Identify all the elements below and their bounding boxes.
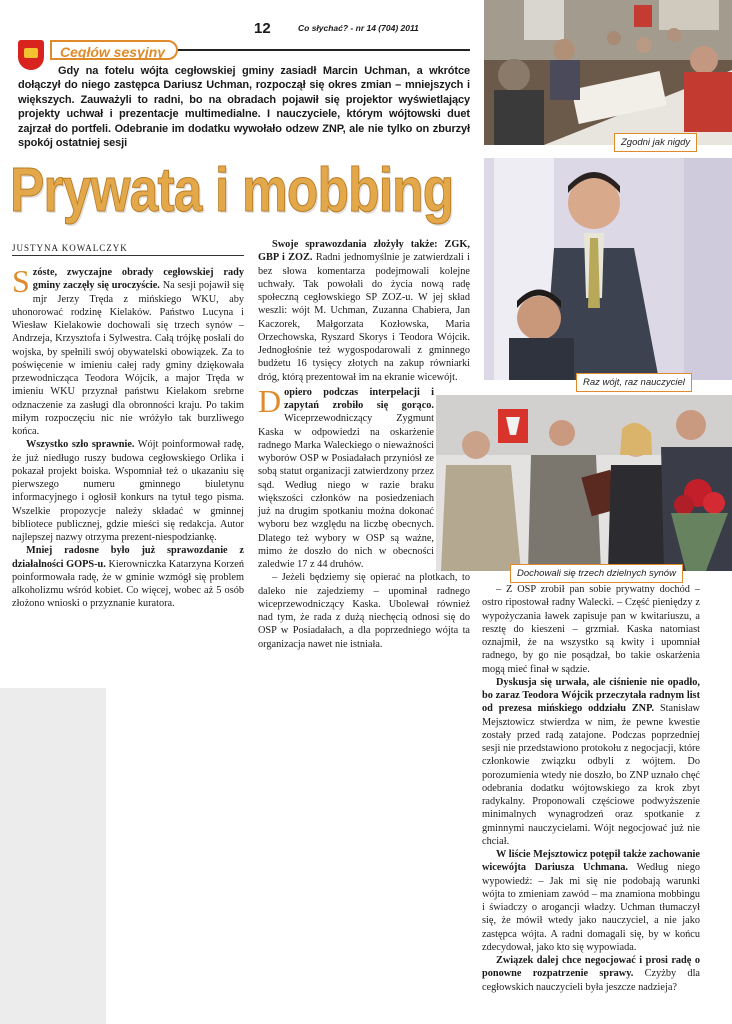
column-2 <box>258 238 470 651</box>
body-text: Na sesji pojawił się mjr Jerzy Tręda z mińskiego WKU, aby uhonorować rodzinę Kielaków. Państwo Lucyna i Wiesław Kielakowie dochowali się trzech synów – Andrzeja, Krzysztofa i Sylwestra. Całą trójkę posłali do wojska, by spełnili swój obywatelski obowiązek. Za to poświęcenie w imieniu całej rady gminy dziękowała przewodnicząca Teodora Wójcik, a major Tręda w imieniu WKU przyznał państwu Kielakom srebrne odznaczenie za zasługi dla obronności kraju. Po takim miłym rozpoczęciu nic nie wróżyło tak burzliwego końca. <box>12 280 244 437</box>
paragraph <box>482 676 700 848</box>
drop-cap: D <box>258 382 282 419</box>
drop-cap: S <box>12 263 30 299</box>
paragraph <box>258 238 470 384</box>
byline: JUSTYNA KOWALCZYK <box>12 243 128 253</box>
section-rubric: Cegłów sesyjny <box>50 40 178 60</box>
page-number: 12 <box>254 20 271 37</box>
kielak-family-image <box>436 395 732 571</box>
column-1 <box>12 263 244 611</box>
body-text: Wójt poinformował radę, że już niedługo ruszy budowa cegłowskiego Orlika i pokazał projekt boiska. Wspomniał też o ukazaniu się pierwszego numeru gminnego biuletynu informacyjnego i ogłosił konkurs na tytuł tego pisma. Wszelkie propozycje należy składać w gminnej bibliotece publicznej, gdzie mieści się redakcja. Autor najlepszej nazwy otrzyma prezent-niespodziankę. <box>12 439 244 543</box>
body-text: – Jeżeli będziemy się opierać na plotkach, to daleko nie zajedziemy – upominał radnego wiceprzewodniczący Kaska. Ubolewał również nad tym, że rada z dużą niechęcią odnosi się do OSP w Posiadałach, a dla poprzedniego wójta ta organizacja nawet nie istniała. <box>258 572 470 650</box>
photo-council-session <box>484 0 732 145</box>
paragraph <box>482 583 700 676</box>
paragraph <box>482 954 700 994</box>
rubric-divider <box>178 49 470 51</box>
caption-photo2: Raz wójt, raz nauczyciel <box>576 373 692 392</box>
blank-scan-area <box>0 688 106 1024</box>
caption-photo1: Zgodni jak nigdy <box>614 133 697 152</box>
council-session-image <box>484 0 732 145</box>
body-text: Wiceprzewodniczący Zygmunt Kaska w odpowiedzi na oskarżenie radnego Marka Waleckiego o nieważności wyborów OSP w Posiadałach przyniósł ze sobą statut organizacji zatwierdzony przez sąd. Według niego w razie braku większości członków na posiedzeniach już na drugim spotkaniu można dokonać wyboru bez względu na liczbę obecnych. Dlatego też wybory w OSP są ważne, mimo że doszło do nich w obecności zaledwie 17 z 44 druhów. <box>258 413 434 570</box>
body-text: – Z OSP zrobił pan sobie prywatny dochód – ostro ripostował radny Walecki. – Część pieniędzy z wypożyczania ławek zapisuje pan w kwitariuszu, a resztę do kieszeni – grzmiał. Kaska natomiast oznajmił, że na wszystko są kwity i upomniał radnego, by go nie posądzał, bo takie oskarżenia mogą mieć finał w sądzie. <box>482 584 700 675</box>
headline: Prywata i mobbing <box>10 156 454 225</box>
paragraph <box>482 848 700 954</box>
lead-in: Dyskusja się urwała, ale ciśnienie nie opadło, bo zaraz Teodora Wójcik przeczytała radnym list od prezesa mińskiego oddziału ZNP. <box>482 676 700 715</box>
photo-mayor-teacher <box>484 158 732 380</box>
lead-in: zóste, zwyczajne obrady cegłowskiej rady gminy zaczęły się uroczyście. <box>32 267 244 292</box>
lead-in: W liście Mejsztowicz potępił także zachowanie wicewójta Dariusza Uchmana. <box>482 849 700 874</box>
caption-photo3: Dochowali się trzech dzielnych synów <box>510 564 683 583</box>
mayor-teacher-image <box>484 158 732 380</box>
paragraph <box>258 571 470 651</box>
column-3 <box>482 583 700 994</box>
body-text: Stanisław Mejsztowicz stwierdza w nim, że pewne kwestie zostały przed radą zatajone. Podczas poprzedniej sesji nie przedstawiono protokołu z negocjacji, które członkowie związku odbyli z wójtem. Do porozumienia wtedy nie doszło, bo ZNP uznało chęć odebrania dodatku wójtowskiego za krok zbyt radykalny. Proponowali częściowe podwyższenie minimalnych wynagrodzeń oraz spotkanie z gminnymi nauczycielami. Wójt negocjować już nie chciał. <box>482 703 700 847</box>
body-text: Według niego wypowiedź: – Jak mi się nie podobają warunki wójta to zmieniam zawód – ma znamiona mobbingu i świadczy o arogancji władzy. Uchman tłumaczył się, że mówił wtedy jako nauczyciel, a nie jako zastępca wójta. A radni domagali się, by w końcu zdecydował, jako kto się wypowiada. <box>482 862 700 953</box>
body-text: Czyżby dla cegłowskich nauczycieli była jeszcze nadzieja? <box>482 968 701 993</box>
lead-in: Mniej radosne było już sprawozdanie z działalności GOPS-u. <box>12 545 244 570</box>
photo-kielak-family <box>436 395 732 571</box>
lead-in: Swoje sprawozdania złożyły także: ZGK, GBP i ZOZ. <box>258 239 470 264</box>
lead-in: Związek dalej chce negocjować i prosi radę o ponowne rozpatrzenie sprawy. <box>482 955 700 980</box>
body-text: Radni jednomyślnie je zatwierdzali i bez słowa komentarza podejmowali kolejne uchwały. Tak powołali do życia nową radę społeczną cegłowskiego SP ZOZ-u. W jej skład weszli: wójt M. Uchman, Zuzanna Chabiera, Jan Kaczorek, Małgorzata Kozłowska, Maria Orzechowska, Ryszard Skorys i Teodora Wójcik. Jednogłośnie też wygospodarowali z gminnego budżetu 16 tysięcy złotych na zakup równiarki dróg, którą prezentował im na ekranie wicewójt. <box>258 252 470 383</box>
paragraph <box>258 382 434 572</box>
lead-in: opiero podczas interpelacji i zapytań zrobiło się gorąco. <box>284 386 434 411</box>
body-text: Kierowniczka Katarzyna Korzeń poinformowała radę, że w gminie wzmógł się problem alkoholizmu wśród kobiet. Co więcej, wobec aż 5 osób złożono wnioski o przyznanie kuratora. <box>12 558 244 610</box>
paragraph <box>12 544 244 610</box>
paragraph <box>12 438 244 544</box>
lead-in: Wszystko szło sprawnie. <box>26 439 135 451</box>
article-lead: Gdy na fotelu wójta cegłowskiej gminy zasiadł Marcin Uchman, a wkrótce dołączył do niego zastępca Dariusz Uchman, rozpoczął się okres zmian – mniejszych i większych. Zauważyli to radni, bo na obradach pojawił się projektor wyświetlający projekty uchwał i prezentacje multimedialne. I nauczyciele, którym wójtowski duet zajrzał do portfeli. Odebranie im dodatku wywołało odzew ZNP, ale nie tylko on zburzył spokój ostatniej sesji <box>18 65 470 150</box>
byline-rule <box>12 255 244 256</box>
paragraph <box>12 263 244 438</box>
publication-info: Co słychać? - nr 14 (704) 2011 <box>298 23 419 33</box>
